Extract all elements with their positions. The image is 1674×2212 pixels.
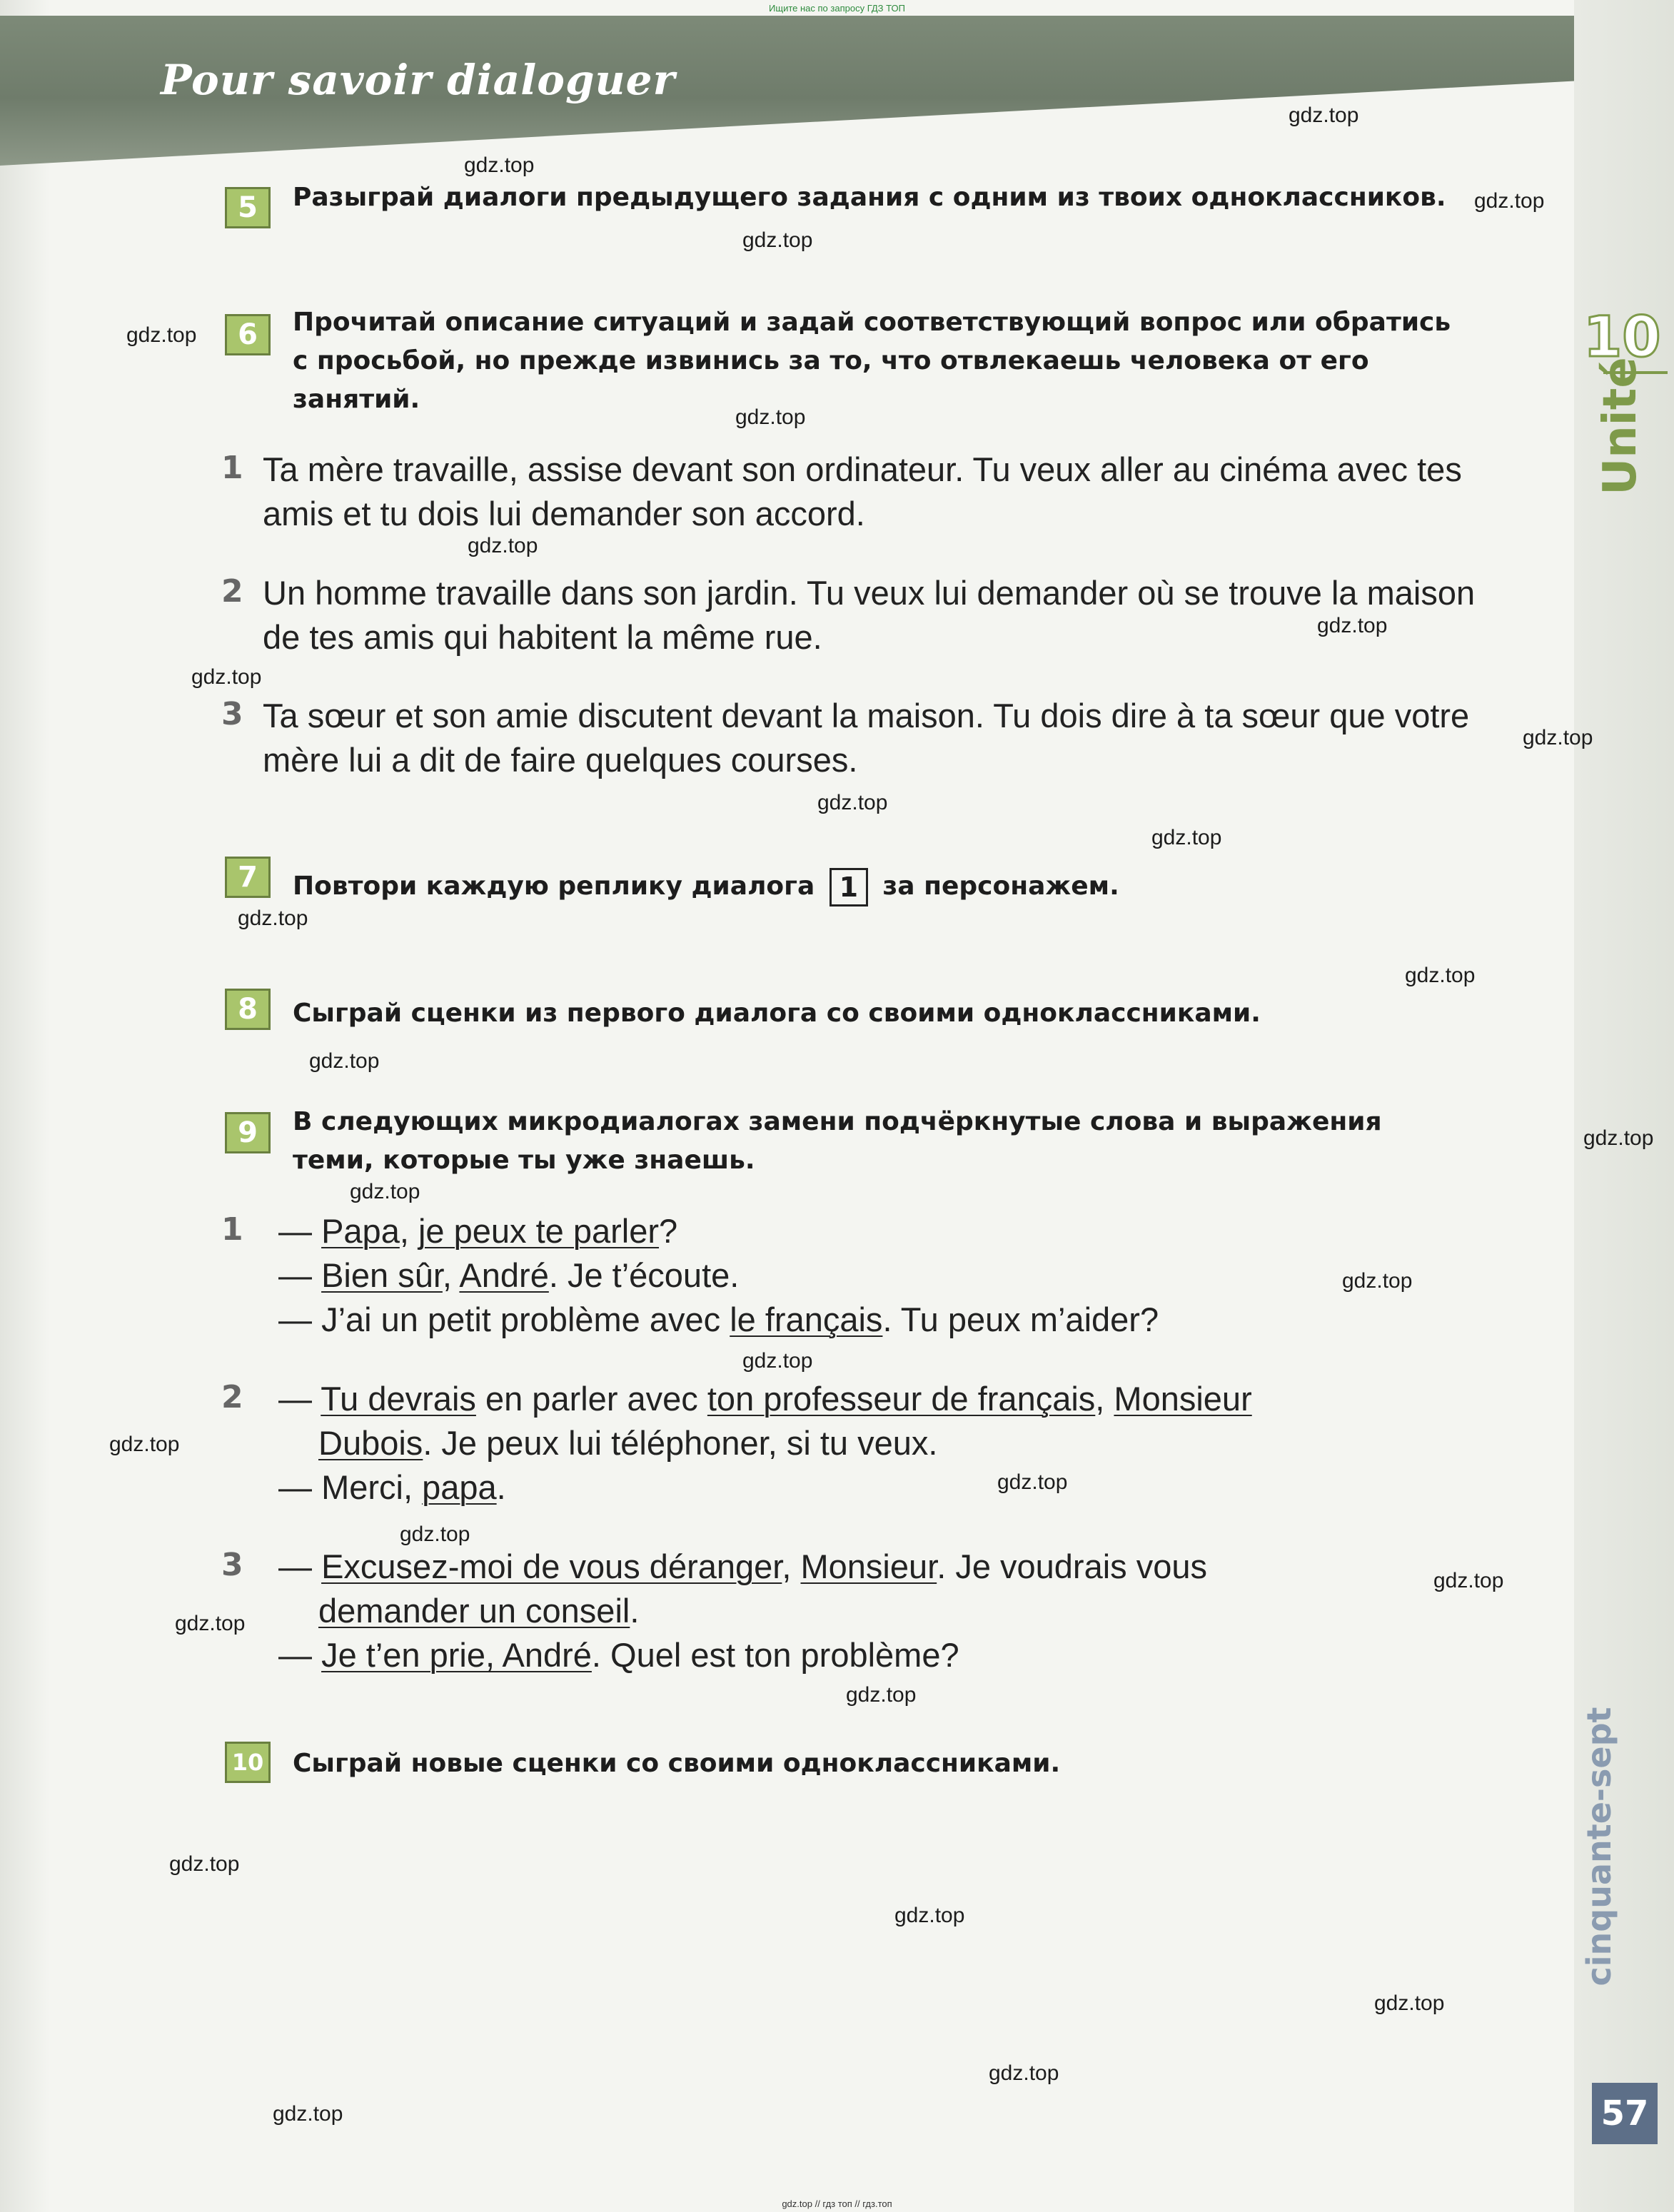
- dialogue-3-number: 3: [221, 1547, 243, 1583]
- unit-number: 10: [1583, 305, 1661, 370]
- dialogue-1-number: 1: [221, 1211, 243, 1248]
- dialogue-1-line-2: — Bien sûr, André. Je t’écoute.: [278, 1256, 740, 1294]
- watermark: gdz.top: [309, 1049, 380, 1073]
- task-7-text-before: Повтори каждую реплику диалога: [293, 872, 815, 901]
- watermark: gdz.top: [464, 153, 535, 177]
- top-note: Ищите нас по запросу ГДЗ ТОП: [769, 3, 905, 14]
- watermark: gdz.top: [1289, 103, 1359, 127]
- page-gutter: [0, 0, 50, 2212]
- task-10-instruction: Сыграй новые сценки со своими одноклассниками.: [293, 1749, 1061, 1778]
- watermark: gdz.top: [989, 2061, 1059, 2085]
- task-6-item-1-text: Ta mère travaille, assise devant son ordinateur. Tu veux aller au cinéma avec tes amis et tu dois lui demander son accord.: [263, 450, 1462, 532]
- dialogue-1-line-3: — J’ai un petit problème avec le français. Tu peux m’aider?: [278, 1301, 1159, 1338]
- watermark: gdz.top: [350, 1180, 420, 1203]
- bottom-note: gdz.top // гдз топ // гдз.топ: [782, 2198, 892, 2209]
- dialogue-2-line-3: — Merci, papa.: [278, 1468, 506, 1506]
- dialogue-1-line-1: — Papa, je peux te parler?: [278, 1212, 678, 1250]
- task-6-item-1-number: 1: [221, 450, 243, 486]
- task-9-instruction: В следующих микродиалогах замени подчёркнутые слова и выражения теми, которые ты уже знаешь.: [293, 1107, 1382, 1175]
- page-number: 57: [1592, 2083, 1658, 2144]
- task-6-item-3-number: 3: [221, 696, 243, 732]
- dialogue-3-line-2: demander un conseil.: [318, 1592, 640, 1630]
- watermark: gdz.top: [1151, 826, 1222, 849]
- watermark: gdz.top: [126, 323, 197, 347]
- watermark: gdz.top: [1317, 614, 1388, 637]
- watermark: gdz.top: [1374, 1991, 1445, 2015]
- dialogue-3-line-1: — Excusez-moi de vous déranger, Monsieur. Je voudrais vous: [278, 1547, 1208, 1585]
- task-8-badge: 8: [225, 989, 271, 1030]
- watermark: gdz.top: [817, 791, 888, 814]
- task-9-badge: 9: [225, 1112, 271, 1153]
- watermark: gdz.top: [735, 405, 806, 429]
- watermark: gdz.top: [175, 1612, 246, 1635]
- task-8-instruction: Сыграй сценки из первого диалога со своими одноклассниками.: [293, 999, 1261, 1028]
- task-6-instruction: Прочитай описание ситуаций и задай соответствующий вопрос или обратись с просьбой, но прежде извинись за то, что отвлекаешь человека от его занятий.: [293, 308, 1451, 414]
- task-7-instruction: [293, 867, 1471, 906]
- dialogue-reference-box: 1: [830, 868, 868, 906]
- watermark: gdz.top: [273, 2102, 343, 2126]
- watermark: gdz.top: [400, 1522, 470, 1546]
- task-7-text-after: за персонажем.: [882, 872, 1119, 901]
- task-6-item-2-text: Un homme travaille dans son jardin. Tu veux lui demander où se trouve la maison de tes amis qui habitent la même rue.: [263, 574, 1476, 656]
- dialogue-2-number: 2: [221, 1379, 243, 1415]
- watermark: gdz.top: [238, 906, 308, 930]
- watermark: gdz.top: [1474, 189, 1545, 213]
- task-7-badge: 7: [225, 857, 271, 898]
- section-title: Pour savoir dialoguer: [161, 56, 676, 104]
- watermark: gdz.top: [468, 534, 538, 557]
- watermark: gdz.top: [846, 1683, 917, 1707]
- dialogue-2-line-1: — Tu devrais en parler avec ton professeur de français, Monsieur: [278, 1380, 1252, 1418]
- watermark: gdz.top: [1342, 1269, 1413, 1293]
- watermark: gdz.top: [1523, 726, 1593, 749]
- unit-label: Unité: [1594, 357, 1647, 495]
- watermark: gdz.top: [997, 1470, 1068, 1494]
- page-word: cinquante-sept: [1580, 1707, 1618, 1986]
- watermark: gdz.top: [742, 1349, 813, 1373]
- task-6-item-2-number: 2: [221, 573, 243, 610]
- watermark: gdz.top: [169, 1852, 240, 1876]
- watermark: gdz.top: [1405, 964, 1476, 987]
- task-5-badge: 5: [225, 187, 271, 228]
- watermark: gdz.top: [191, 665, 262, 689]
- task-10-badge: 10: [225, 1742, 271, 1783]
- watermark: gdz.top: [894, 1904, 965, 1927]
- watermark: gdz.top: [1583, 1126, 1654, 1150]
- task-6-badge: 6: [225, 314, 271, 355]
- dialogue-2-line-2: Dubois. Je peux lui téléphoner, si tu veux.: [318, 1424, 938, 1462]
- dialogue-3-line-3: — Je t’en prie, André. Quel est ton problème?: [278, 1636, 959, 1674]
- task-6-item-3-text: Ta sœur et son amie discutent devant la maison. Tu dois dire à ta sœur que votre mère lui a dit de faire quelques courses.: [263, 697, 1470, 779]
- watermark: gdz.top: [742, 228, 813, 252]
- watermark: gdz.top: [109, 1433, 180, 1456]
- watermark: gdz.top: [1433, 1569, 1504, 1592]
- task-5-instruction: Разыграй диалоги предыдущего задания с одним из твоих одноклассников.: [293, 183, 1446, 212]
